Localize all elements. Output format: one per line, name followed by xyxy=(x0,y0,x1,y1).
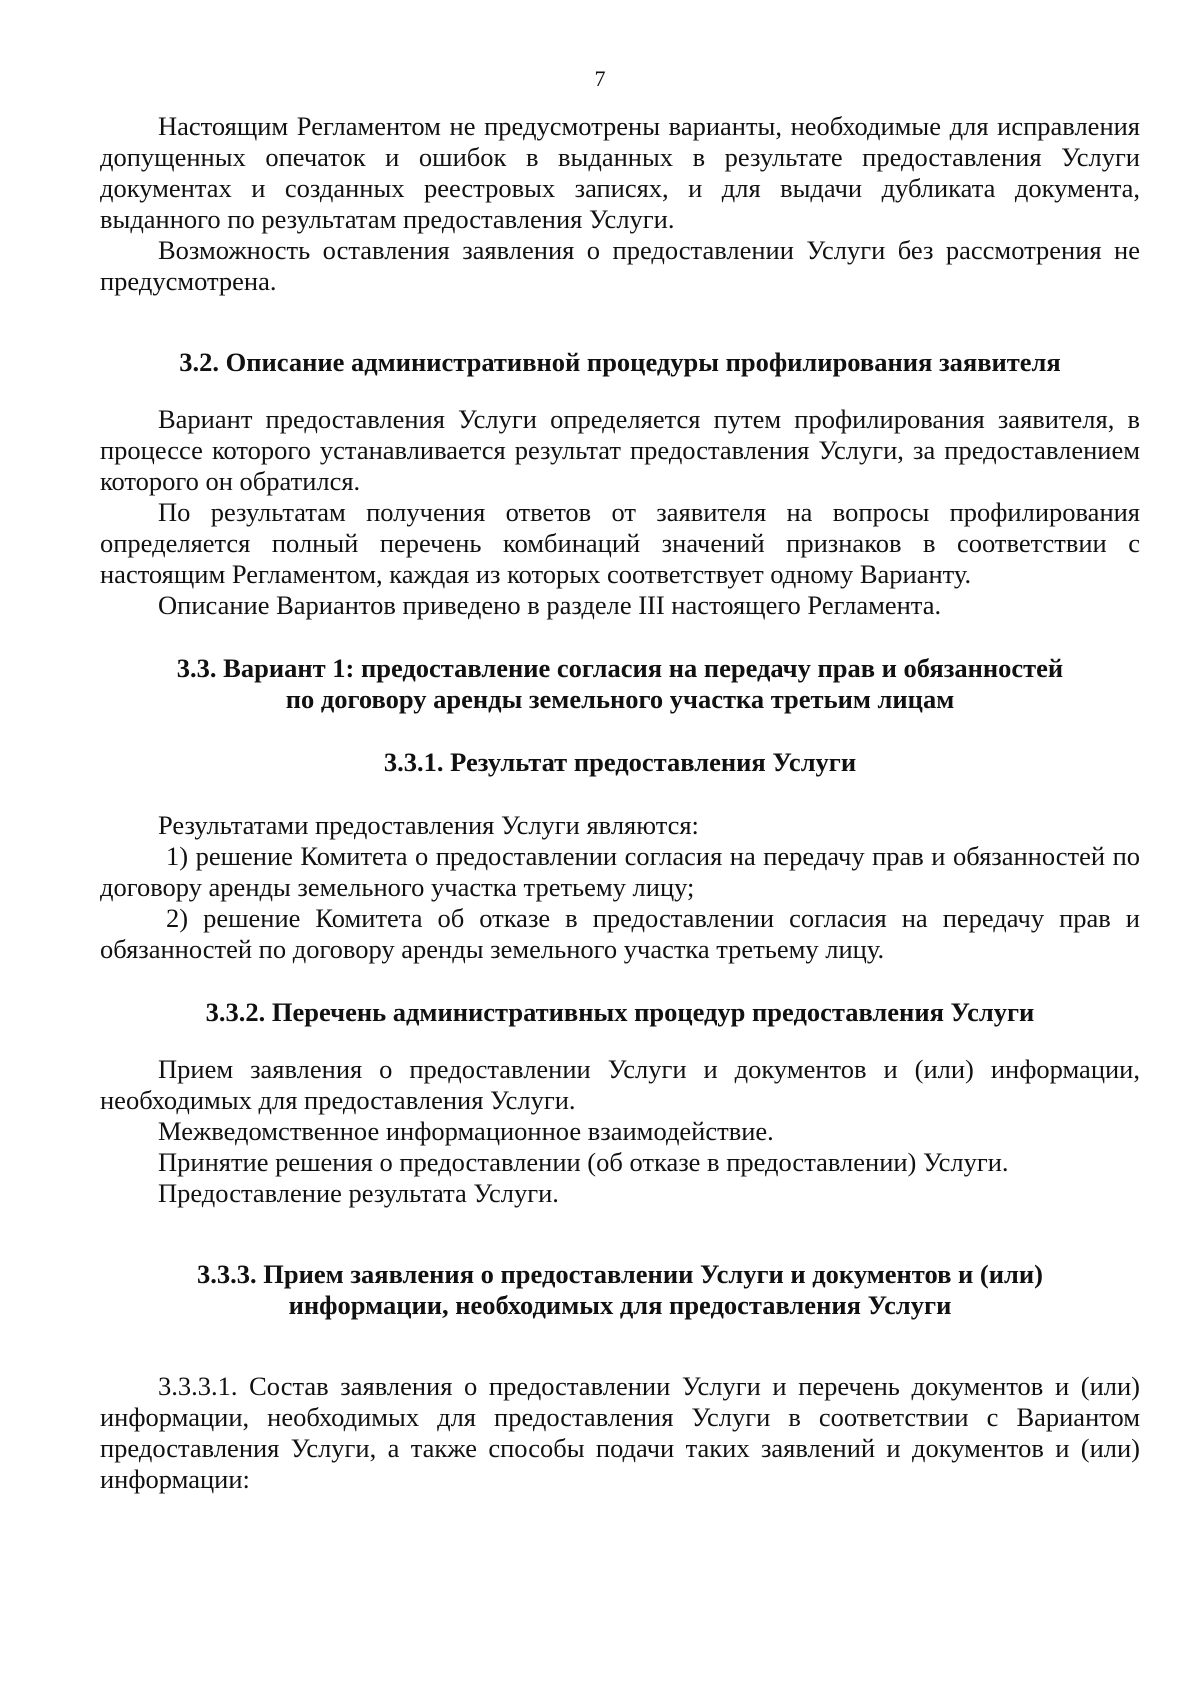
section-3-2-paragraph-2: По результатам получения ответов от заявителя на вопросы профилирования определяется полный перечень комбинаций значений признаков в соответствии с настоящим Регламентом, каждая из которых соответствует одному Варианту. xyxy=(100,497,1140,589)
section-3-3-3-heading-line-1: 3.3.3. Прием заявления о предоставлении Услуги и документов и (или) xyxy=(197,1259,1043,1289)
intro-paragraph-1: Настоящим Регламентом не предусмотрены варианты, необходимые для исправления допущенных опечаток и ошибок в выданных в результате предоставления Услуги документах и созданных реестровых записях, и для выдачи дубликата документа, выданного по результатам предоставления Услуги. xyxy=(100,111,1140,234)
intro-paragraph-2: Возможность оставления заявления о предоставлении Услуги без рассмотрения не предусмотрена. xyxy=(100,235,1140,296)
section-3-3-2-heading: 3.3.2. Перечень административных процедур предоставления Услуги xyxy=(205,997,1035,1027)
section-3-3-1-lead: Результатами предоставления Услуги являются: xyxy=(158,810,699,840)
result-item-1: 1) решение Комитета о предоставлении согласия на передачу прав и обязанностей по договору аренды земельного участка третьему лицу; xyxy=(100,841,1140,902)
page-number: 7 xyxy=(594,66,606,91)
procedure-item-1: Прием заявления о предоставлении Услуги и документов и (или) информации, необходимых для предоставления Услуги. xyxy=(100,1054,1140,1115)
section-3-3-heading-line-1: 3.3. Вариант 1: предоставление согласия на передачу прав и обязанностей xyxy=(176,653,1064,683)
section-3-3-3-heading xyxy=(100,1259,1140,1321)
procedure-item-2: Межведомственное информационное взаимодействие. xyxy=(158,1116,774,1146)
section-3-2-heading: 3.2. Описание административной процедуры профилирования заявителя xyxy=(179,347,1061,377)
procedure-item-4: Предоставление результата Услуги. xyxy=(158,1178,559,1208)
page-content xyxy=(100,111,1140,1495)
section-3-3-3-1-paragraph: 3.3.3.1. Состав заявления о предоставлении Услуги и перечень документов и (или) информации, необходимых для предоставления Услуги в соответствии с Вариантом предоставления Услуги, а также способы подачи таких заявлений и документов и (или) информации: xyxy=(100,1371,1140,1494)
procedure-item-3: Принятие решения о предоставлении (об отказе в предоставлении) Услуги. xyxy=(158,1147,1009,1177)
section-3-3-1-heading: 3.3.1. Результат предоставления Услуги xyxy=(383,747,857,777)
section-3-3-heading-line-2: по договору аренды земельного участка третьим лицам xyxy=(285,684,955,714)
result-item-2: 2) решение Комитета об отказе в предоставлении согласия на передачу прав и обязанностей по договору аренды земельного участка третьему лицу. xyxy=(100,903,1140,964)
section-3-3-heading xyxy=(100,653,1140,715)
section-3-2-paragraph-1: Вариант предоставления Услуги определяется путем профилирования заявителя, в процессе которого устанавливается результат предоставления Услуги, за предоставлением которого он обратился. xyxy=(100,404,1140,496)
section-3-2-paragraph-3: Описание Вариантов приведено в разделе III настоящего Регламента. xyxy=(158,590,942,620)
section-3-3-3-heading-line-2: информации, необходимых для предоставления Услуги xyxy=(288,1290,952,1320)
